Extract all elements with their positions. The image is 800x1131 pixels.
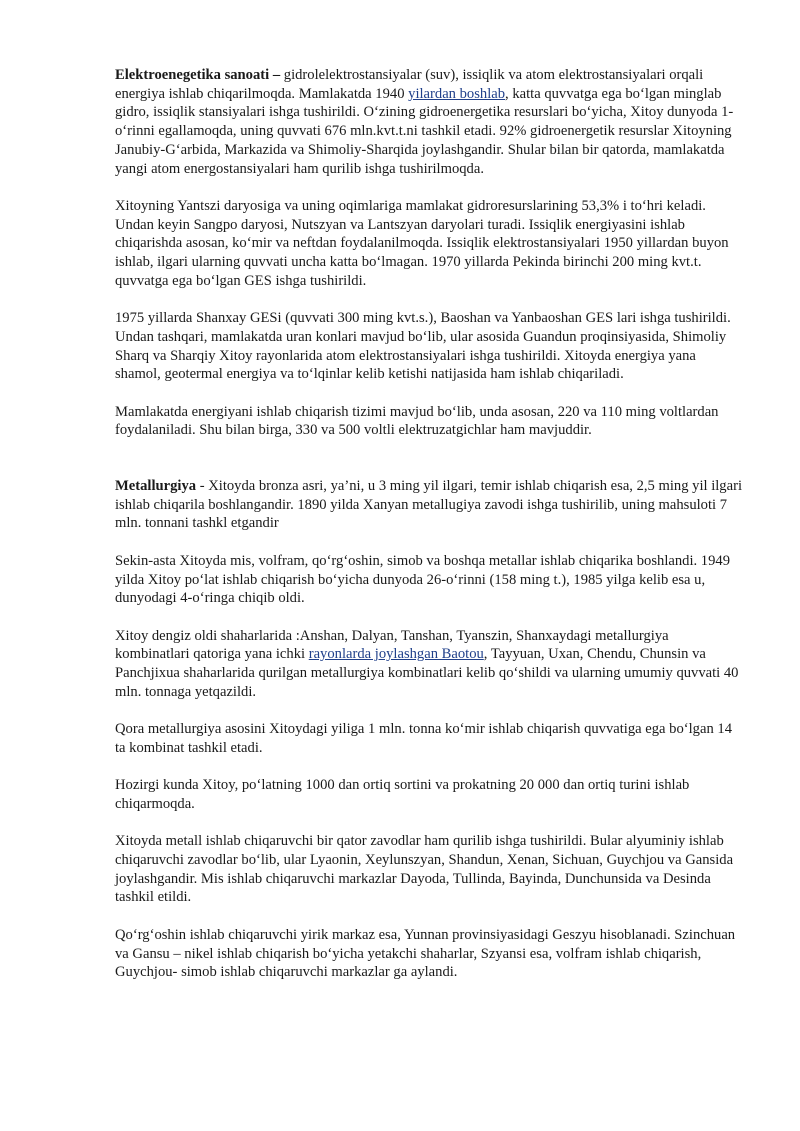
energy-heading: Elektroenegetika sanoati – <box>115 67 281 83</box>
metallurgy-p3-text-a: Xitoy dengiz oldi shaharlarida :Anshan, Dalyan, Tanshan, Tyanszin, Shanxaydagi metallurgiya kombinatlari qatoriga yana ichki <box>115 627 669 663</box>
energy-text-b: , katta quvvatga ega bo‘lgan minglab gidro, issiqlik stansiyalari ishga tushirildi. O‘zining gidroenergetika resurslari bo‘yicha, Xitoy dunyoda 1-o‘rinni egallamoqda, uning quvvati 676 mln.kvt.t.ni tashkil etadi. 92% gidroenergetik resurslar Xitoyning Janubiy-G‘arbida, Markazida va Shimoliy-Sharqida joylashgandir. Shular bilan bir qatorda, mamlakatda yangi atom energostansiyalari ham qurilib ishga tushirilmoqda. <box>115 85 734 177</box>
metallurgy-paragraph-1 <box>115 477 745 533</box>
metallurgy-paragraph-4: Qora metallurgiya asosini Xitoydagi yiliga 1 mln. tonna ko‘mir ishlab chiqarish quvvatiga ega bo‘lgan 14 ta kombinat tashkil etadi. <box>115 721 732 756</box>
energy-link[interactable]: yilardan boshlab <box>408 85 506 102</box>
metallurgy-paragraph-5: Hozirgi kunda Xitoy, po‘latning 1000 dan ortiq sortini va prokatning 20 000 dan ortiq turini ishlab chiqarmoqda. <box>115 777 690 812</box>
metallurgy-heading: Metallurgiya <box>115 478 197 495</box>
metallurgy-paragraph-3 <box>115 627 745 702</box>
metallurgy-link[interactable]: rayonlarda joylashgan Baotou <box>308 646 484 663</box>
energy-paragraph-2: Xitoyning Yantszi daryosiga va uning oqimlariga mamlakat gidroresurslarining 53,3% i to‘hri keladi. Undan keyin Sangpo daryosi, Nutszyan va Lantszyan daryolari turadi. Issiqlik energiyasini ishlab chiqarishda asosan, ko‘mir va neftdan foydalanilmoqda. Issiqlik elektrostansiyalari 1950 yillardan buyon ishlab, ilgari ularning quvvati uncha katta bo‘lmagan. 1970 yillarda Pekinda birinchi 200 ming kvt.t. quvvatga ega bo‘lgan GES ishga tushirildi. <box>115 197 729 289</box>
energy-paragraph-4: Mamlakatda energiyani ishlab chiqarish tizimi mavjud bo‘lib, unda asosan, 220 va 110 ming voltlardan foydalaniladi. Shu bilan birga, 330 va 500 voltli elektruzatgichlar ham mavjuddir. <box>115 403 719 439</box>
document-page <box>115 66 745 1001</box>
metallurgy-text: - Xitoyda bronza asri, ya’ni, u 3 ming yil ilgari, temir ishlab chiqarish esa, 2,5 ming yil ilgari ishlab chiqarila boshlangandir. 1890 yilda Xanyan metallugiya zavodi ishga tushirilib, uning mahsuloti 7 mln. tonnani tashkl etgandir <box>115 478 742 532</box>
energy-paragraph-3: 1975 yillarda Shanxay GESi (quvvati 300 ming kvt.s.), Baoshan va Yanbaoshan GES lari ishga tushirildi. Undan tashqari, mamlakatda uran konlari mavjud bo‘lib, ular asosida Guandun proqinsiyasida, Shimoliy Sharq va Sharqiy Xitoy rayonlarida atom elektrostansiyalari ishga tushirildi. Xitoyda energiya yana shamol, geotermal energiya va to‘lqinlar kelib ketishi natijasida ham ishlab chiqariladi. <box>115 310 731 383</box>
metallurgy-p3-text-b: , Tayyuan, Uxan, Chendu, Chunsin va Panchjixua shaharlarida qurilgan metallurgiya kombinatlari kelib qo‘shildi va ularning umumiy quvvati 40 mln. tonnaga yetqazildi. <box>115 646 739 700</box>
metallurgy-paragraph-2: Sekin-asta Xitoyda mis, volfram, qo‘rg‘oshin, simob va boshqa metallar ishlab chiqarika boshlandi. 1949 yilda Xitoy po‘lat ishlab chiqarish bo‘yicha dunyoda 26-o‘rinni (158 ming t.), 1985 yilga kelib esa u, dunyodagi 4-o‘ringa chiqib oldi. <box>115 552 730 607</box>
energy-text-a: gidrolelektrostansiyalar (suv), issiqlik va atom elektrostansiyalari orqali energiya ishlab chiqarilmoqda. Mamlakatda 1940 <box>115 67 704 102</box>
metallurgy-paragraph-7: Qo‘rg‘oshin ishlab chiqaruvchi yirik markaz esa, Yunnan provinsiyasidagi Geszyu hisoblanadi. Szinchuan va Gansu – nikel ishlab chiqarish bo‘yicha yetakchi shaharlar, Szyansi esa, volfram ishlab chiqarish, Guychjou- simob ishlab chiqaruvchi markazlar ga aylandi. <box>115 926 736 981</box>
energy-paragraph-1 <box>115 66 745 178</box>
metallurgy-paragraph-6: Xitoyda metall ishlab chiqaruvchi bir qator zavodlar ham qurilib ishga tushirildi. Bular alyuminiy ishlab chiqaruvchi zavodlar bo‘lib, ular Lyaonin, Xeylunszyan, Shandun, Xenan, Sichuan, Guychjou va Gansida joylashgandir. Mis ishlab chiqaruvchi markazlar Dayoda, Tullinda, Bayinda, Dunchunsida va Desinda tashkil etildi. <box>115 833 734 906</box>
